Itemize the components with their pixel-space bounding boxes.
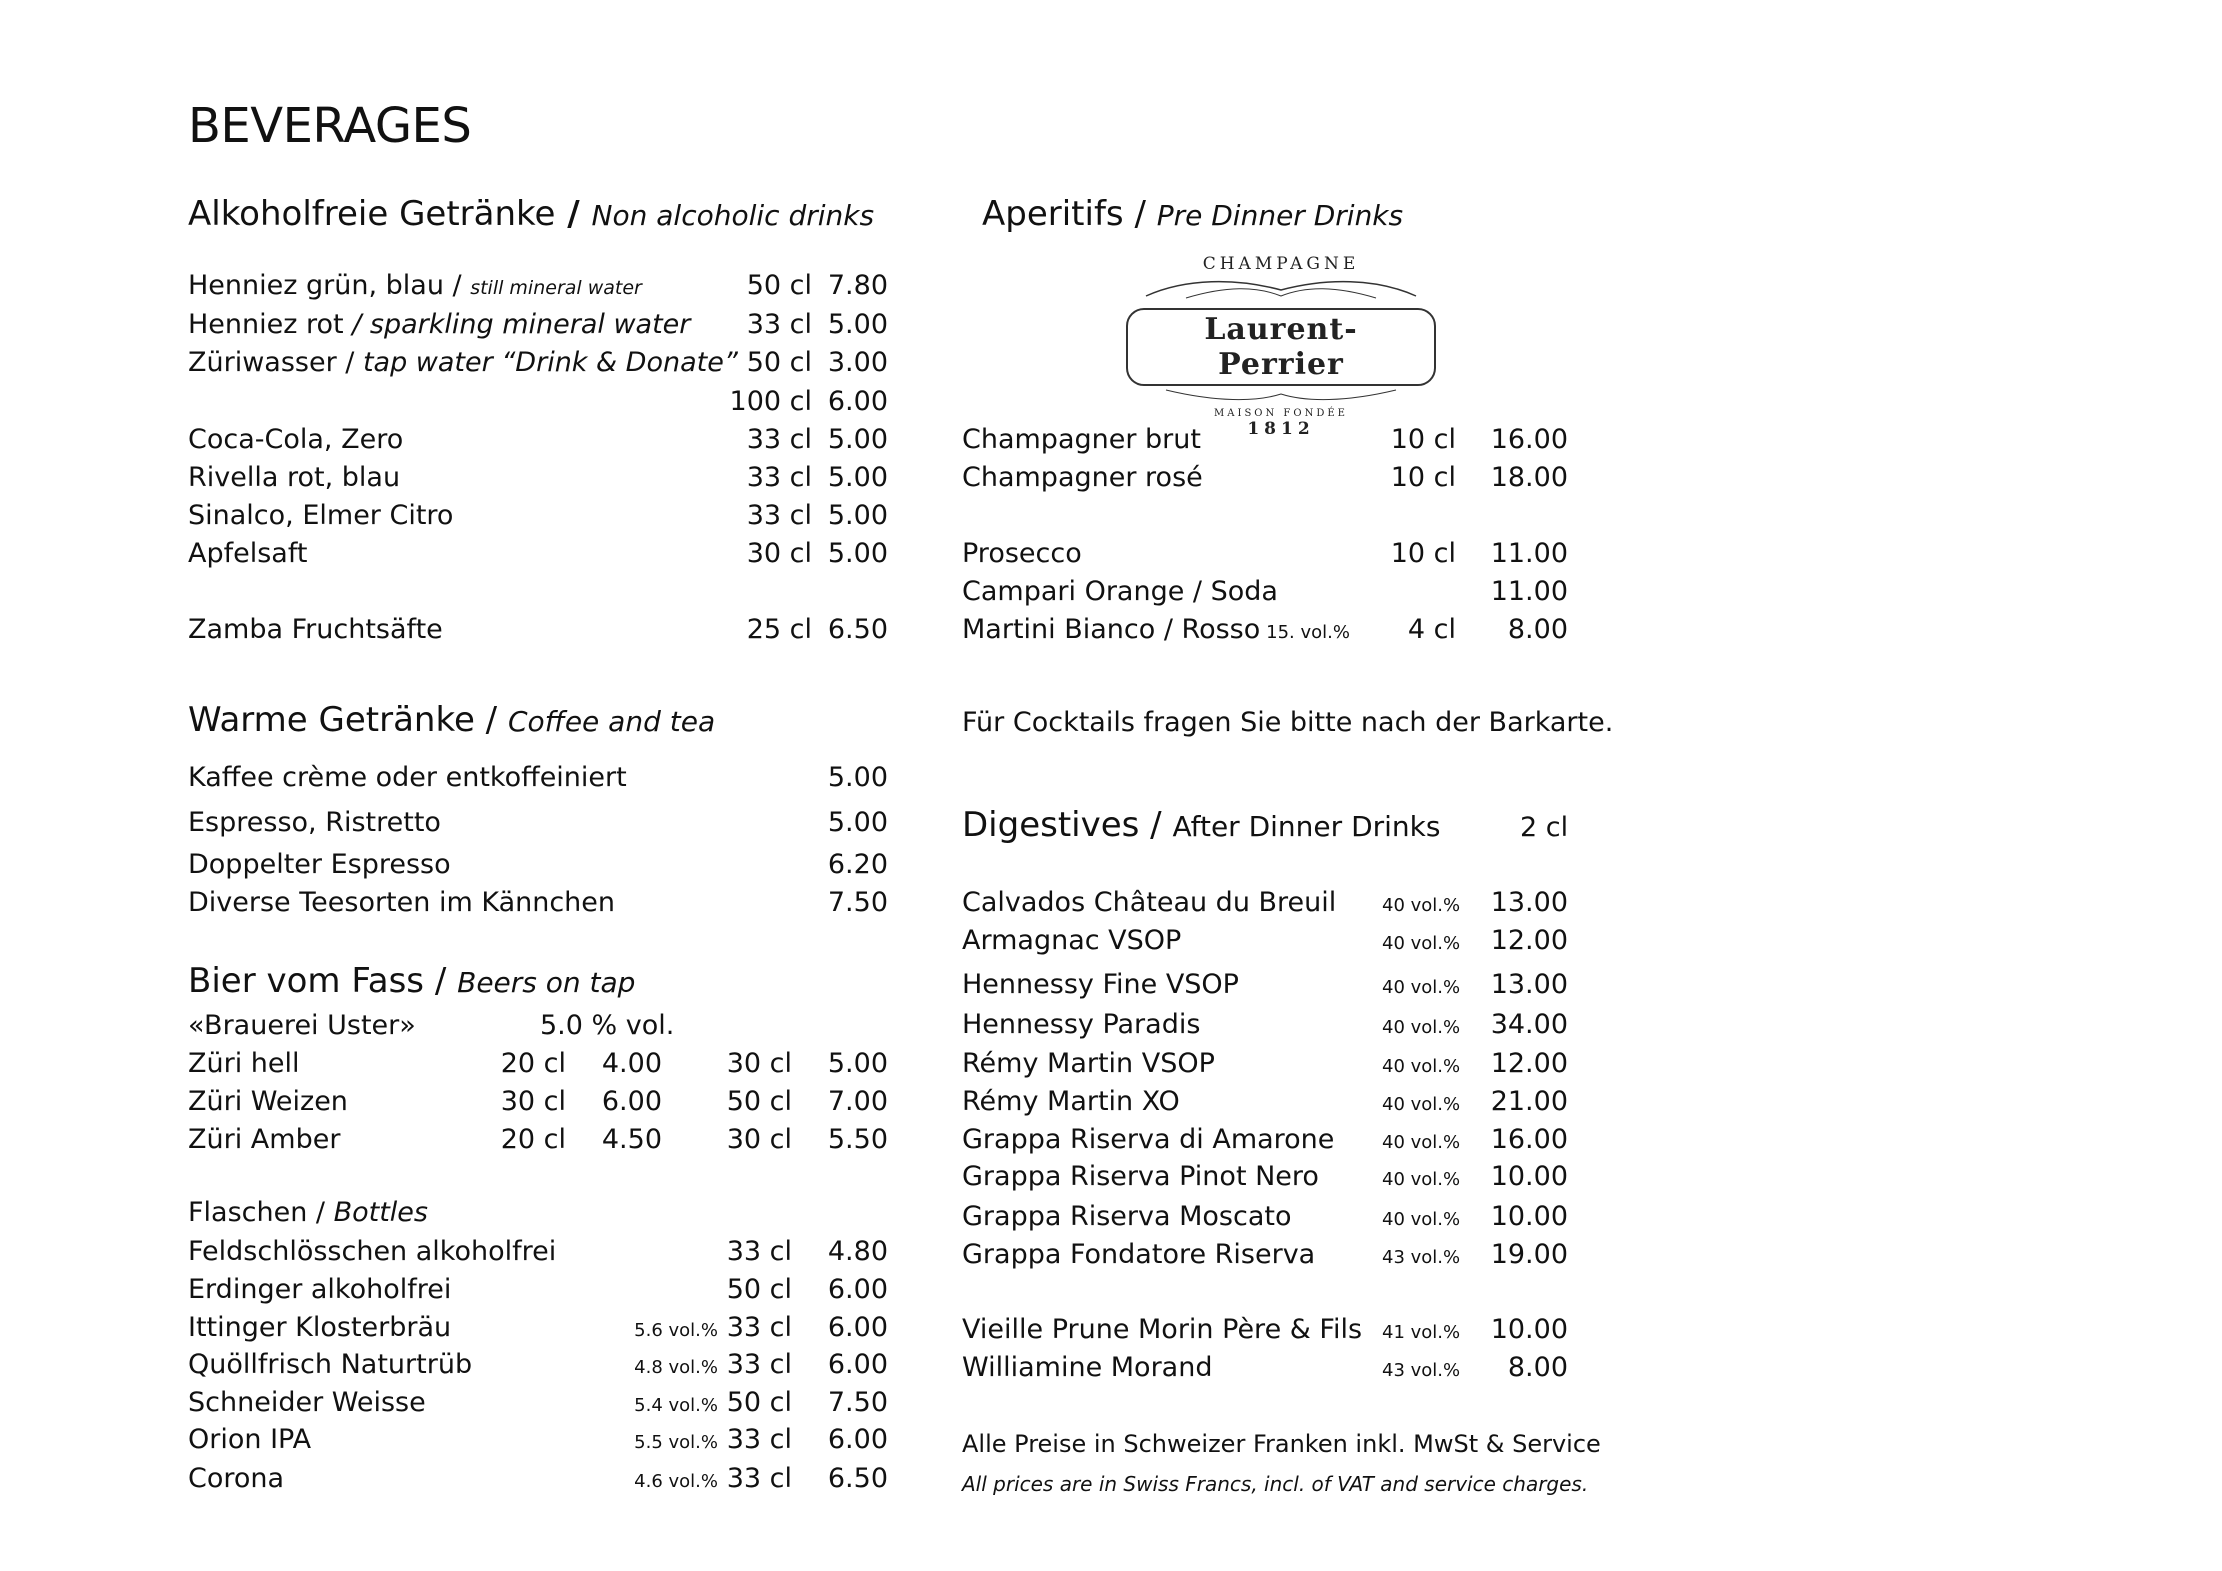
bottle-item-vol: 5.6 vol.% (634, 1320, 718, 1341)
footer-prices-en: All prices are in Swiss Francs, incl. of VAT and service charges. (962, 1472, 1589, 1496)
beer-item-size-small: 20 cl (500, 1124, 566, 1155)
footer-prices-de: Alle Preise in Schweizer Franken inkl. MwSt & Service (962, 1430, 1601, 1458)
digestive-item-price: 16.00 (1490, 1124, 1568, 1155)
nonalc-item-size: 30 cl (746, 538, 812, 569)
logo-sub-text: MAISON FONDÉE (1214, 408, 1348, 419)
beer-item-size-small: 30 cl (500, 1086, 566, 1117)
nonalc-item-name (188, 349, 738, 376)
nonalc-item-en: still mineral water (470, 277, 642, 299)
logo-year: 1812 (1247, 419, 1315, 439)
nonalc-item-size: 33 cl (746, 500, 812, 531)
aperitif-item-name: Martini Bianco / Rosso (962, 614, 1261, 645)
nonalc-item-name (188, 502, 453, 529)
digestive-item-vol: 40 vol.% (1382, 977, 1461, 998)
bottles-heading-en: Bottles (333, 1197, 428, 1228)
nonalc-item-price: 5.00 (827, 424, 888, 455)
nonalc-item-de: Zamba Fruchtsäfte (188, 614, 443, 645)
digestive-item-vol: 40 vol.% (1382, 1169, 1461, 1190)
beer-item-price-small: 6.00 (601, 1086, 662, 1117)
logo-name-frame (1126, 308, 1436, 386)
bottle-item-name: Quöllfrisch Naturtrüb (188, 1349, 473, 1380)
nonalc-item-de: Sinalco, Elmer Citro (188, 500, 454, 531)
beer-item-size-small: 20 cl (500, 1048, 566, 1079)
warm-heading-en: Coffee and tea (507, 705, 716, 738)
nonalc-item-price: 5.00 (827, 500, 888, 531)
digestive-item-name: Grappa Riserva di Amarone (962, 1124, 1335, 1155)
nonalc-item-name (188, 464, 400, 491)
digestive-item-price: 10.00 (1490, 1161, 1568, 1192)
bottle-item-size: 33 cl (726, 1236, 792, 1267)
warm-item-name: Diverse Teesorten im Kännchen (188, 887, 616, 918)
nonalc-item-de: Coca-Cola, Zero (188, 424, 404, 455)
section-aperitifs-heading (982, 194, 1404, 234)
digestive-item-name: Grappa Riserva Pinot Nero (962, 1161, 1319, 1192)
bottle-item-price: 6.00 (827, 1349, 888, 1380)
section-bottles-heading (188, 1199, 428, 1226)
digestive-item-name: Grappa Riserva Moscato (962, 1201, 1292, 1232)
nonalc-item-size: 50 cl (746, 270, 812, 301)
logo-ornament-top-icon (1126, 274, 1436, 304)
aperitif-item-size: 10 cl (1390, 538, 1456, 569)
nonalc-heading-sep: / (555, 194, 592, 234)
aperitif-item-name: Champagner rosé (962, 462, 1203, 493)
section-nonalc-heading (188, 194, 875, 234)
digestive-item-vol: 41 vol.% (1382, 1322, 1461, 1343)
cocktail-note: Für Cocktails fragen Sie bitte nach der Barkarte. (962, 707, 1614, 738)
bottle-item-price: 4.80 (827, 1236, 888, 1267)
bottle-item-price: 6.50 (827, 1463, 888, 1494)
page-title: BEVERAGES (188, 98, 472, 154)
bottle-item-price: 6.00 (827, 1274, 888, 1305)
bottle-item-name: Schneider Weisse (188, 1387, 426, 1418)
nonalc-item-de: Henniez grün, blau / (188, 270, 471, 301)
nonalc-item-de: Rivella rot, blau (188, 462, 401, 493)
beer-item-size-large: 30 cl (726, 1048, 792, 1079)
aperitif-item-vol: 15. vol.% (1266, 622, 1350, 643)
beer-item-size-large: 50 cl (726, 1086, 792, 1117)
bottle-item-price: 6.00 (827, 1424, 888, 1455)
digestive-item-price: 10.00 (1490, 1201, 1568, 1232)
bottle-item-vol: 5.4 vol.% (634, 1395, 718, 1416)
digestive-item-vol: 40 vol.% (1382, 895, 1461, 916)
aperitif-item-size: 10 cl (1390, 424, 1456, 455)
warm-item-price: 5.00 (827, 807, 888, 838)
warm-item-price: 5.00 (827, 762, 888, 793)
aperitif-item-price: 8.00 (1507, 614, 1568, 645)
section-digestives-heading (962, 805, 1441, 845)
bottle-item-size: 50 cl (726, 1387, 792, 1418)
brewery-vol: 5.0 % vol. (540, 1010, 675, 1041)
aperitif-item-name: Campari Orange / Soda (962, 576, 1278, 607)
digestive-item-name: Vieille Prune Morin Père & Fils (962, 1314, 1363, 1345)
digestive-item-vol: 43 vol.% (1382, 1247, 1461, 1268)
bottle-item-name: Erdinger alkoholfrei (188, 1274, 452, 1305)
bottle-item-size: 33 cl (726, 1349, 792, 1380)
digestive-item-vol: 40 vol.% (1382, 1017, 1461, 1038)
bottle-item-vol: 4.8 vol.% (634, 1357, 718, 1378)
digestive-item-price: 12.00 (1490, 925, 1568, 956)
nonalc-item-de: Züriwasser / (188, 347, 363, 378)
bottle-item-size: 33 cl (726, 1424, 792, 1455)
aperitif-item-price: 18.00 (1490, 462, 1568, 493)
bottle-item-price: 7.50 (827, 1387, 888, 1418)
beer-item-size-large: 30 cl (726, 1124, 792, 1155)
nonalc-item-size: 100 cl (729, 386, 812, 417)
aperitifs-heading-en: Pre Dinner Drinks (1156, 199, 1404, 232)
nonalc-item-de: Apfelsaft (188, 538, 308, 569)
aperitif-item-size: 4 cl (1407, 614, 1456, 645)
warm-item-name: Kaffee crème oder entkoffeiniert (188, 762, 627, 793)
nonalc-item-en: tap water “Drink & Donate” (362, 347, 738, 378)
nonalc-item-price: 3.00 (827, 347, 888, 378)
logo-top-text: CHAMPAGNE (1202, 254, 1360, 274)
aperitifs-heading-de: Aperitifs / (982, 194, 1157, 234)
digestive-item-vol: 43 vol.% (1382, 1360, 1461, 1381)
digestive-item-price: 34.00 (1490, 1009, 1568, 1040)
nonalc-item-price: 7.80 (827, 270, 888, 301)
beer-item-price-large: 5.00 (827, 1048, 888, 1079)
digestive-item-price: 19.00 (1490, 1239, 1568, 1270)
bottle-item-vol: 5.5 vol.% (634, 1432, 718, 1453)
digestive-item-name: Rémy Martin XO (962, 1086, 1180, 1117)
aperitif-item-price: 11.00 (1490, 538, 1568, 569)
bottle-item-size: 33 cl (726, 1463, 792, 1494)
beer-heading-en: Beers on tap (457, 966, 636, 999)
nonalc-item-de: Henniez rot (188, 309, 353, 340)
digestive-item-name: Williamine Morand (962, 1352, 1213, 1383)
digestive-item-name: Grappa Fondatore Riserva (962, 1239, 1316, 1270)
warm-item-price: 6.20 (827, 849, 888, 880)
digestive-item-price: 8.00 (1507, 1352, 1568, 1383)
bottle-item-price: 6.00 (827, 1312, 888, 1343)
nonalc-item-price: 5.00 (827, 462, 888, 493)
beer-item-name: Züri hell (188, 1048, 300, 1079)
digestive-item-name: Calvados Château du Breuil (962, 887, 1337, 918)
nonalc-item-size: 33 cl (746, 309, 812, 340)
digestive-item-price: 13.00 (1490, 887, 1568, 918)
digestive-item-vol: 40 vol.% (1382, 1094, 1461, 1115)
digestives-size: 2 cl (1520, 812, 1569, 843)
nonalc-item-size: 33 cl (746, 462, 812, 493)
aperitif-item-name: Prosecco (962, 538, 1082, 569)
warm-item-name: Espresso, Ristretto (188, 807, 441, 838)
digestive-item-name: Hennessy Fine VSOP (962, 969, 1239, 1000)
nonalc-item-size: 33 cl (746, 424, 812, 455)
digestive-item-vol: 40 vol.% (1382, 933, 1461, 954)
beer-item-price-large: 5.50 (827, 1124, 888, 1155)
digestive-item-vol: 40 vol.% (1382, 1056, 1461, 1077)
beer-item-name: Züri Amber (188, 1124, 341, 1155)
digestives-heading-de: Digestives / (962, 805, 1173, 845)
nonalc-item-price: 6.00 (827, 386, 888, 417)
beer-item-price-large: 7.00 (827, 1086, 888, 1117)
digestive-item-price: 10.00 (1490, 1314, 1568, 1345)
beer-item-price-small: 4.00 (601, 1048, 662, 1079)
logo-name: Laurent-Perrier (1204, 312, 1358, 382)
beer-item-price-small: 4.50 (601, 1124, 662, 1155)
nonalc-heading-de: Alkoholfreie Getränke (188, 194, 556, 234)
nonalc-item-size: 25 cl (746, 614, 812, 645)
nonalc-item-name (188, 540, 307, 567)
bottle-item-name: Corona (188, 1463, 285, 1494)
nonalc-item-name (188, 426, 403, 453)
bottle-item-name: Ittinger Klosterbräu (188, 1312, 452, 1343)
digestive-item-name: Rémy Martin VSOP (962, 1048, 1215, 1079)
nonalc-item-name (188, 616, 443, 643)
bottle-item-name: Feldschlösschen alkoholfrei (188, 1236, 557, 1267)
digestive-item-price: 13.00 (1490, 969, 1568, 1000)
aperitif-item-price: 16.00 (1490, 424, 1568, 455)
beer-item-name: Züri Weizen (188, 1086, 348, 1117)
nonalc-item-name (188, 272, 642, 299)
digestive-item-name: Armagnac VSOP (962, 925, 1182, 956)
warm-heading-de: Warme Getränke / (188, 700, 508, 740)
aperitif-item-name: Champagner brut (962, 424, 1201, 455)
nonalc-item-price: 6.50 (827, 614, 888, 645)
bottle-item-vol: 4.6 vol.% (634, 1471, 718, 1492)
bottle-item-name: Orion IPA (188, 1424, 312, 1455)
nonalc-item-size: 50 cl (746, 347, 812, 378)
bottle-item-size: 50 cl (726, 1274, 792, 1305)
beer-heading-de: Bier vom Fass / (188, 961, 458, 1001)
aperitif-item-price: 11.00 (1490, 576, 1568, 607)
brewery-name: «Brauerei Uster» (188, 1010, 416, 1041)
digestive-item-vol: 40 vol.% (1382, 1209, 1461, 1230)
nonalc-item-price: 5.00 (827, 309, 888, 340)
nonalc-item-price: 5.00 (827, 538, 888, 569)
digestives-heading-en: After Dinner Drinks (1172, 810, 1441, 843)
bottles-heading-de: Flaschen / (188, 1197, 334, 1228)
section-beer-heading (188, 961, 636, 1001)
warm-item-name: Doppelter Espresso (188, 849, 451, 880)
logo-ornament-bottom-icon (1126, 386, 1436, 404)
section-warm-heading (188, 700, 716, 740)
digestive-item-vol: 40 vol.% (1382, 1132, 1461, 1153)
nonalc-item-name (188, 311, 690, 338)
digestive-item-name: Hennessy Paradis (962, 1009, 1201, 1040)
bottle-item-size: 33 cl (726, 1312, 792, 1343)
nonalc-item-en: / sparkling mineral water (352, 309, 691, 340)
laurent-perrier-logo (1126, 254, 1436, 439)
digestive-item-price: 12.00 (1490, 1048, 1568, 1079)
nonalc-heading-en: Non alcoholic drinks (591, 199, 875, 232)
aperitif-item-size: 10 cl (1390, 462, 1456, 493)
warm-item-price: 7.50 (827, 887, 888, 918)
digestive-item-price: 21.00 (1490, 1086, 1568, 1117)
